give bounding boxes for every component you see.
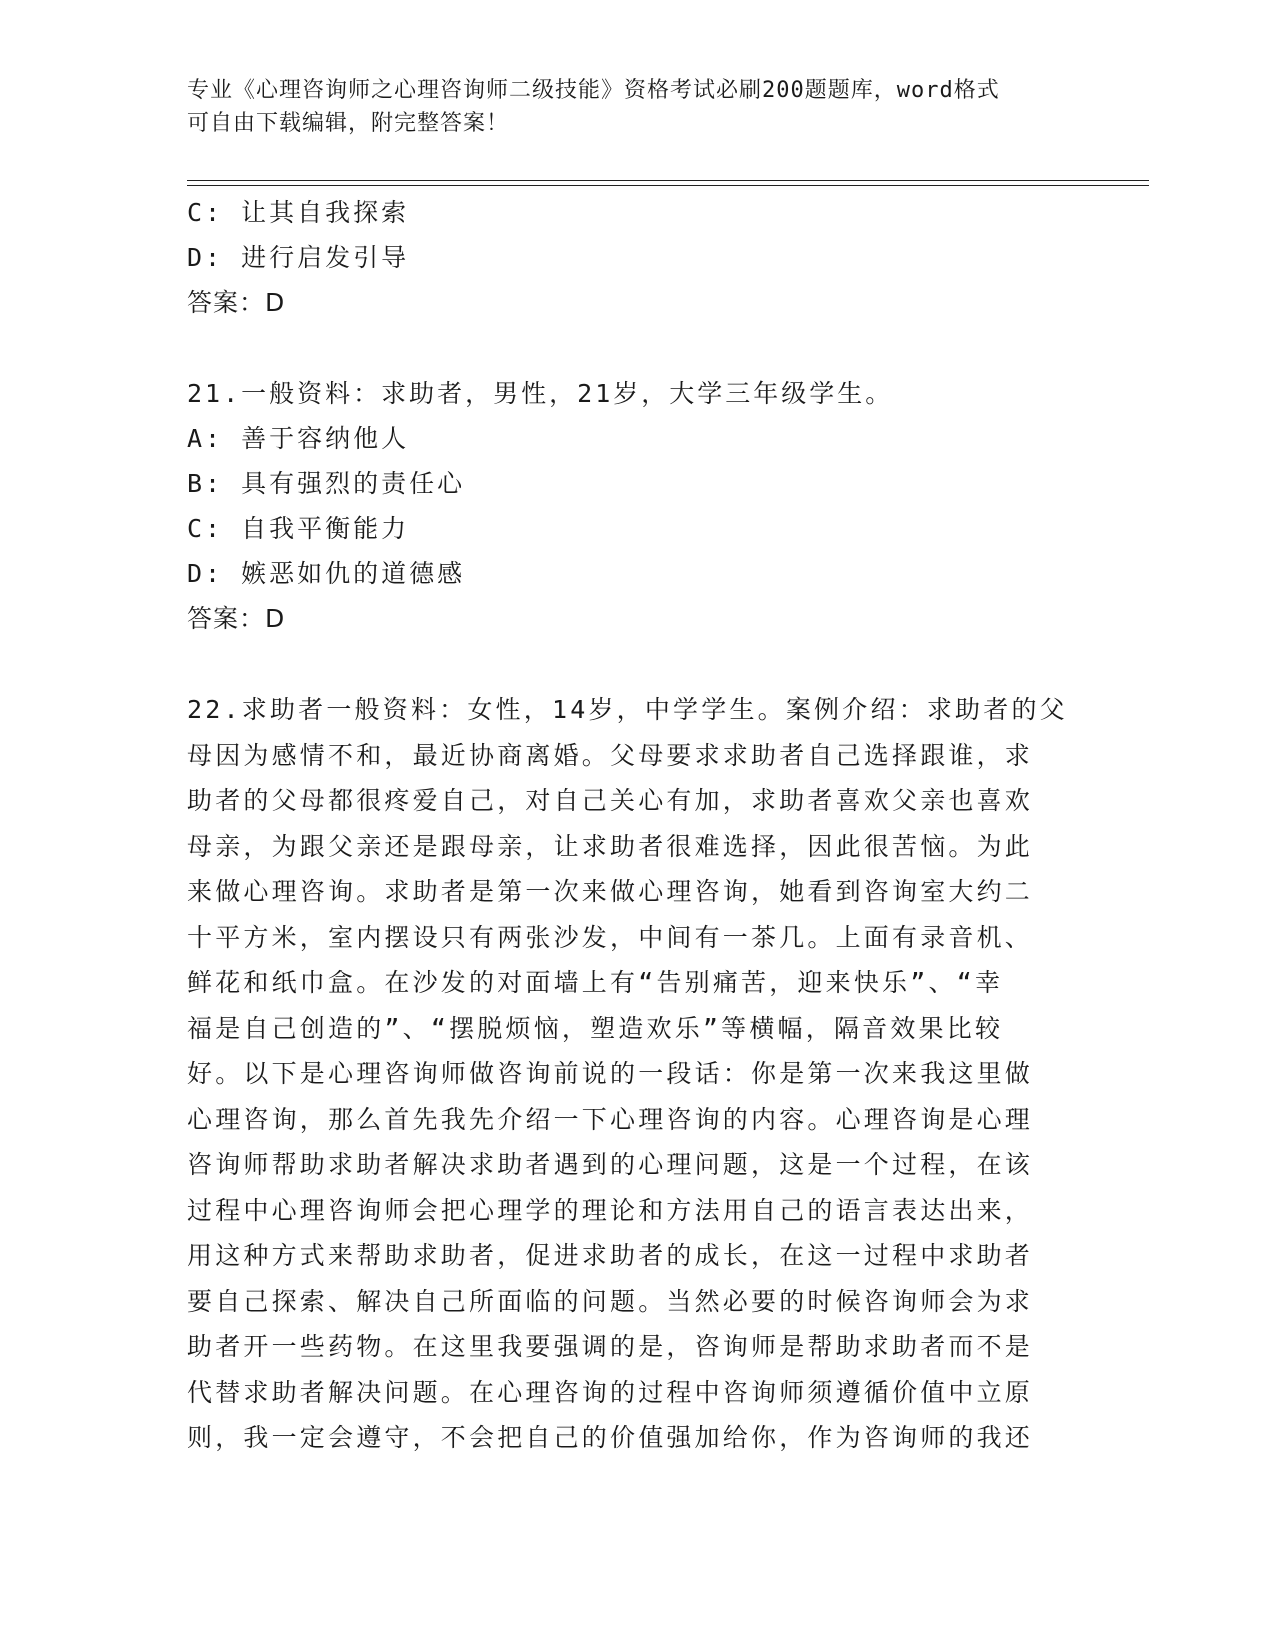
question-text-line: 咨询师帮助求助者解决求助者遇到的心理问题，这是一个过程，在该 [187, 1150, 1034, 1179]
answer-line: 答案：D [187, 604, 286, 633]
question-text-line: 用这种方式来帮助求助者，促进求助者的成长，在这一过程中求助者 [187, 1241, 1034, 1270]
document-header [187, 74, 1087, 140]
question-22-block [187, 687, 1077, 1461]
header-line-1: 专业《心理咨询师之心理咨询师二级技能》资格考试必刷200题题库，word格式 [187, 78, 1000, 103]
question-text-line: 过程中心理咨询师会把心理学的理论和方法用自己的语言表达出来， [187, 1195, 1034, 1225]
question-text-line: 福是自己创造的”、“摆脱烦恼，塑造欢乐”等横幅，隔音效果比较 [187, 1013, 1004, 1043]
option-d: D: 进行启发引导 [187, 243, 410, 272]
question-text-line: 母因为感情不和，最近协商离婚。父母要求求助者自己选择跟谁，求 [187, 740, 1034, 770]
question-text-line: 则，我一定会遵守，不会把自己的价值强加给你，作为咨询师的我还 [187, 1423, 1034, 1452]
option-a: A: 善于容纳他人 [187, 424, 410, 453]
question-21-block [187, 371, 1087, 641]
question-text-line: 22.求助者一般资料：女性，14岁，中学学生。案例介绍：求助者的父 [187, 695, 1068, 724]
question-text-line: 十平方米，室内摆设只有两张沙发，中间有一茶几。上面有录音机、 [187, 922, 1034, 952]
spacer [187, 641, 1087, 687]
option-b: B: 具有强烈的责任心 [187, 469, 466, 498]
question-text-line: 代替求助者解决问题。在心理咨询的过程中咨询师须遵循价值中立原 [187, 1377, 1034, 1407]
question-text-line: 助者开一些药物。在这里我要强调的是，咨询师是帮助求助者而不是 [187, 1332, 1034, 1361]
option-c: C: 自我平衡能力 [187, 514, 410, 543]
question-text-line: 好。以下是心理咨询师做咨询前说的一段话：你是第一次来我这里做 [187, 1059, 1034, 1088]
question-text-line: 心理咨询，那么首先我先介绍一下心理咨询的内容。心理咨询是心理 [187, 1104, 1034, 1134]
question-stem: 21.一般资料：求助者，男性，21岁，大学三年级学生。 [187, 379, 894, 408]
question-text-line: 母亲，为跟父亲还是跟母亲，让求助者很难选择，因此很苦恼。为此 [187, 831, 1034, 861]
option-c: C: 让其自我探索 [187, 198, 410, 227]
header-line-2: 可自由下载编辑，附完整答案！ [187, 111, 510, 136]
document-body [187, 190, 1087, 1461]
question-20-block [187, 190, 1087, 325]
question-text-line: 来做心理咨询。求助者是第一次来做心理咨询，她看到咨询室大约二 [187, 877, 1034, 906]
option-d: D: 嫉恶如仇的道德感 [187, 559, 466, 588]
question-text-line: 助者的父母都很疼爱自己，对自己关心有加，求助者喜欢父亲也喜欢 [187, 786, 1034, 815]
header-divider-bottom [187, 185, 1149, 186]
header-divider-top [187, 180, 1149, 181]
question-text-line: 要自己探索、解决自己所面临的问题。当然必要的时候咨询师会为求 [187, 1286, 1034, 1316]
spacer [187, 325, 1087, 371]
question-text-line: 鲜花和纸巾盒。在沙发的对面墙上有“告别痛苦，迎来快乐”、“幸 [187, 968, 1004, 997]
answer-line: 答案：D [187, 288, 286, 317]
